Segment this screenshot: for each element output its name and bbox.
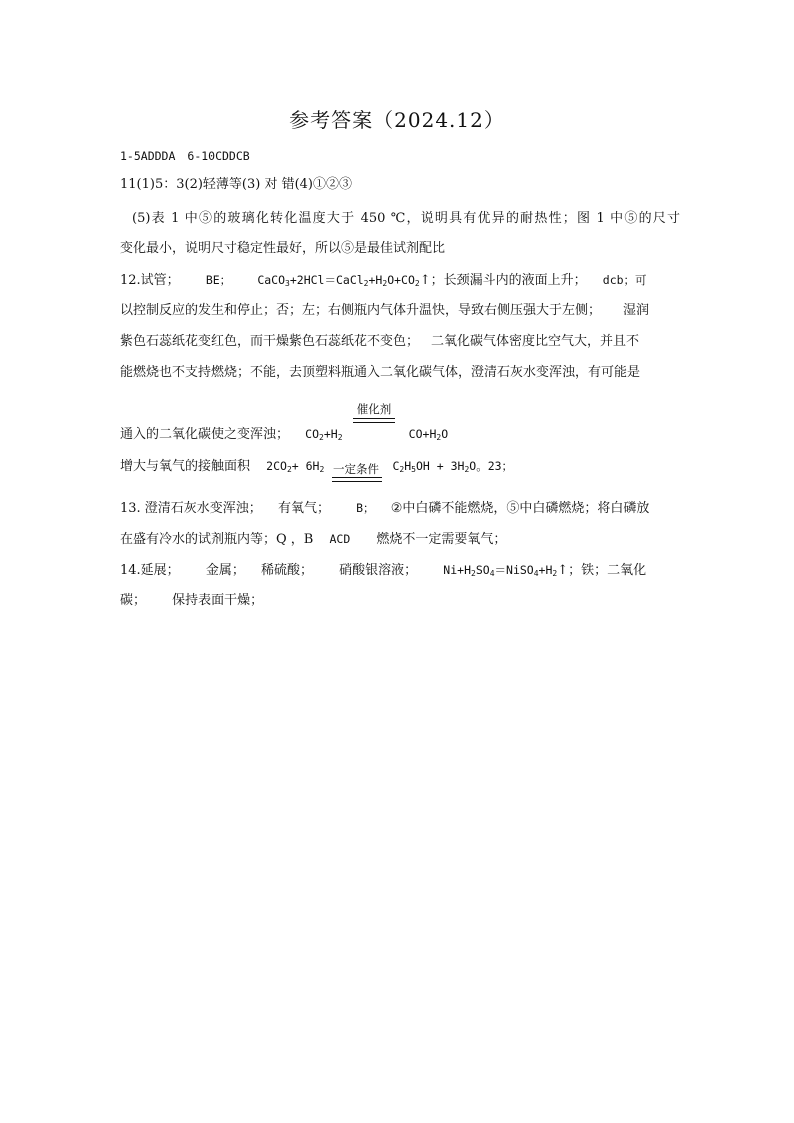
q14-part-b: 金属；	[205, 563, 245, 578]
q12-line5	[120, 425, 680, 447]
q11-line1: 11(1)5：3(2)轻薄等(3) 对 错(4)①②③	[120, 177, 353, 192]
q12-equation3-right: $C_2H_5OH + 3H_2O$。23；	[392, 459, 514, 474]
q13-line1	[120, 499, 680, 518]
answers-6-10: 6-10CDDCB	[187, 149, 250, 163]
q12-equation2-right: $CO+H_2O$	[408, 427, 449, 442]
q12-part-a: 12.试管；	[120, 273, 180, 288]
answers-1-5: 1-5ADDDA	[120, 149, 176, 163]
q13-part-g: 燃烧不一定需要氧气；	[376, 532, 507, 547]
q14-equation: $Ni+H_2SO_4=NiSO_4+H_2$	[443, 563, 558, 578]
q13-part-b: 有氧气；	[277, 501, 330, 516]
q12-equation2-left: $CO_2+H_2$	[305, 427, 343, 442]
condition-label: 一定条件	[333, 462, 379, 476]
q13-part-e: 在盛有冷水的试剂瓶内等；Q ，B	[120, 532, 314, 547]
q12-line6	[120, 457, 680, 479]
q11-line2: (5)表 1 中⑤的玻璃化转化温度大于 450 ℃，说明具有优异的耐热性；图 1 中⑤的尺寸	[132, 211, 680, 226]
q14-part-i: ↑；铁；二氧化	[557, 563, 647, 578]
q14-part-j: 碳；	[120, 593, 147, 608]
q12-equation3-left: $2CO_2+ 6H_2$	[266, 459, 325, 474]
q12-line2	[120, 302, 680, 320]
q14-line2	[120, 592, 680, 610]
q13-part-c: B；	[356, 501, 375, 515]
q13-line2	[120, 530, 680, 549]
q12-part-b: BE；	[205, 273, 232, 287]
q12-line3-text: 紫色石蕊纸花变红色，而干燥紫色石蕊纸花不变色；	[120, 334, 420, 349]
page-title: 参考答案（2024.12）	[289, 108, 505, 132]
catalyst-equals-sign	[353, 418, 395, 423]
q13-part-a: 13. 澄清石灰水变浑浊；	[120, 501, 262, 516]
q11-line2-wrap	[132, 210, 680, 228]
q12-line5-text: 通入的二氧化碳使之变浑浊；	[120, 427, 290, 442]
q12-line2-b: 湿润	[623, 303, 650, 318]
q14-line1	[120, 561, 680, 583]
q12-line6-text: 增大与氧气的接触面积	[120, 459, 251, 474]
q12-line2-text: 以控制反应的发生和停止；否；左；右侧瓶内气体升温快，导致右侧压强大于左侧；	[120, 303, 602, 318]
q14-part-c: 稀硫酸；	[260, 563, 313, 578]
q12-line4: 能燃烧也不支持燃烧；不能，去顶塑料瓶通入二氧化碳气体，澄清石灰水变浑浊，有可能是	[120, 365, 641, 380]
q13-part-f: ACD	[329, 532, 351, 546]
q12-equation: $CaCO_3+2HCl=CaCl_2+H_2O+CO_2$	[257, 273, 420, 288]
q12-line3-b: 二氧化碳气体密度比空气大，并且不	[431, 334, 640, 349]
q12-line1	[120, 271, 680, 293]
condition-equals-sign	[332, 477, 382, 482]
q14-part-k: 保持表面干燥；	[172, 593, 264, 608]
answers-1-10	[120, 147, 680, 165]
q14-part-a: 14.延展；	[120, 563, 180, 578]
q12-part-g: ↑；长颈漏斗内的液面上升；	[419, 273, 587, 288]
q12-line3	[120, 333, 680, 351]
q11-line3: 变化最小，说明尺寸稳定性最好，所以⑤是最佳试剂配比	[120, 241, 446, 256]
q13-part-d: ②中白磷不能燃烧，⑤中白磷燃烧；将白磷放	[390, 501, 650, 516]
q14-part-d: 硝酸银溶液；	[339, 563, 418, 578]
catalyst-label: 催化剂	[356, 402, 392, 416]
q12-part-h: dcb；可	[602, 273, 647, 287]
